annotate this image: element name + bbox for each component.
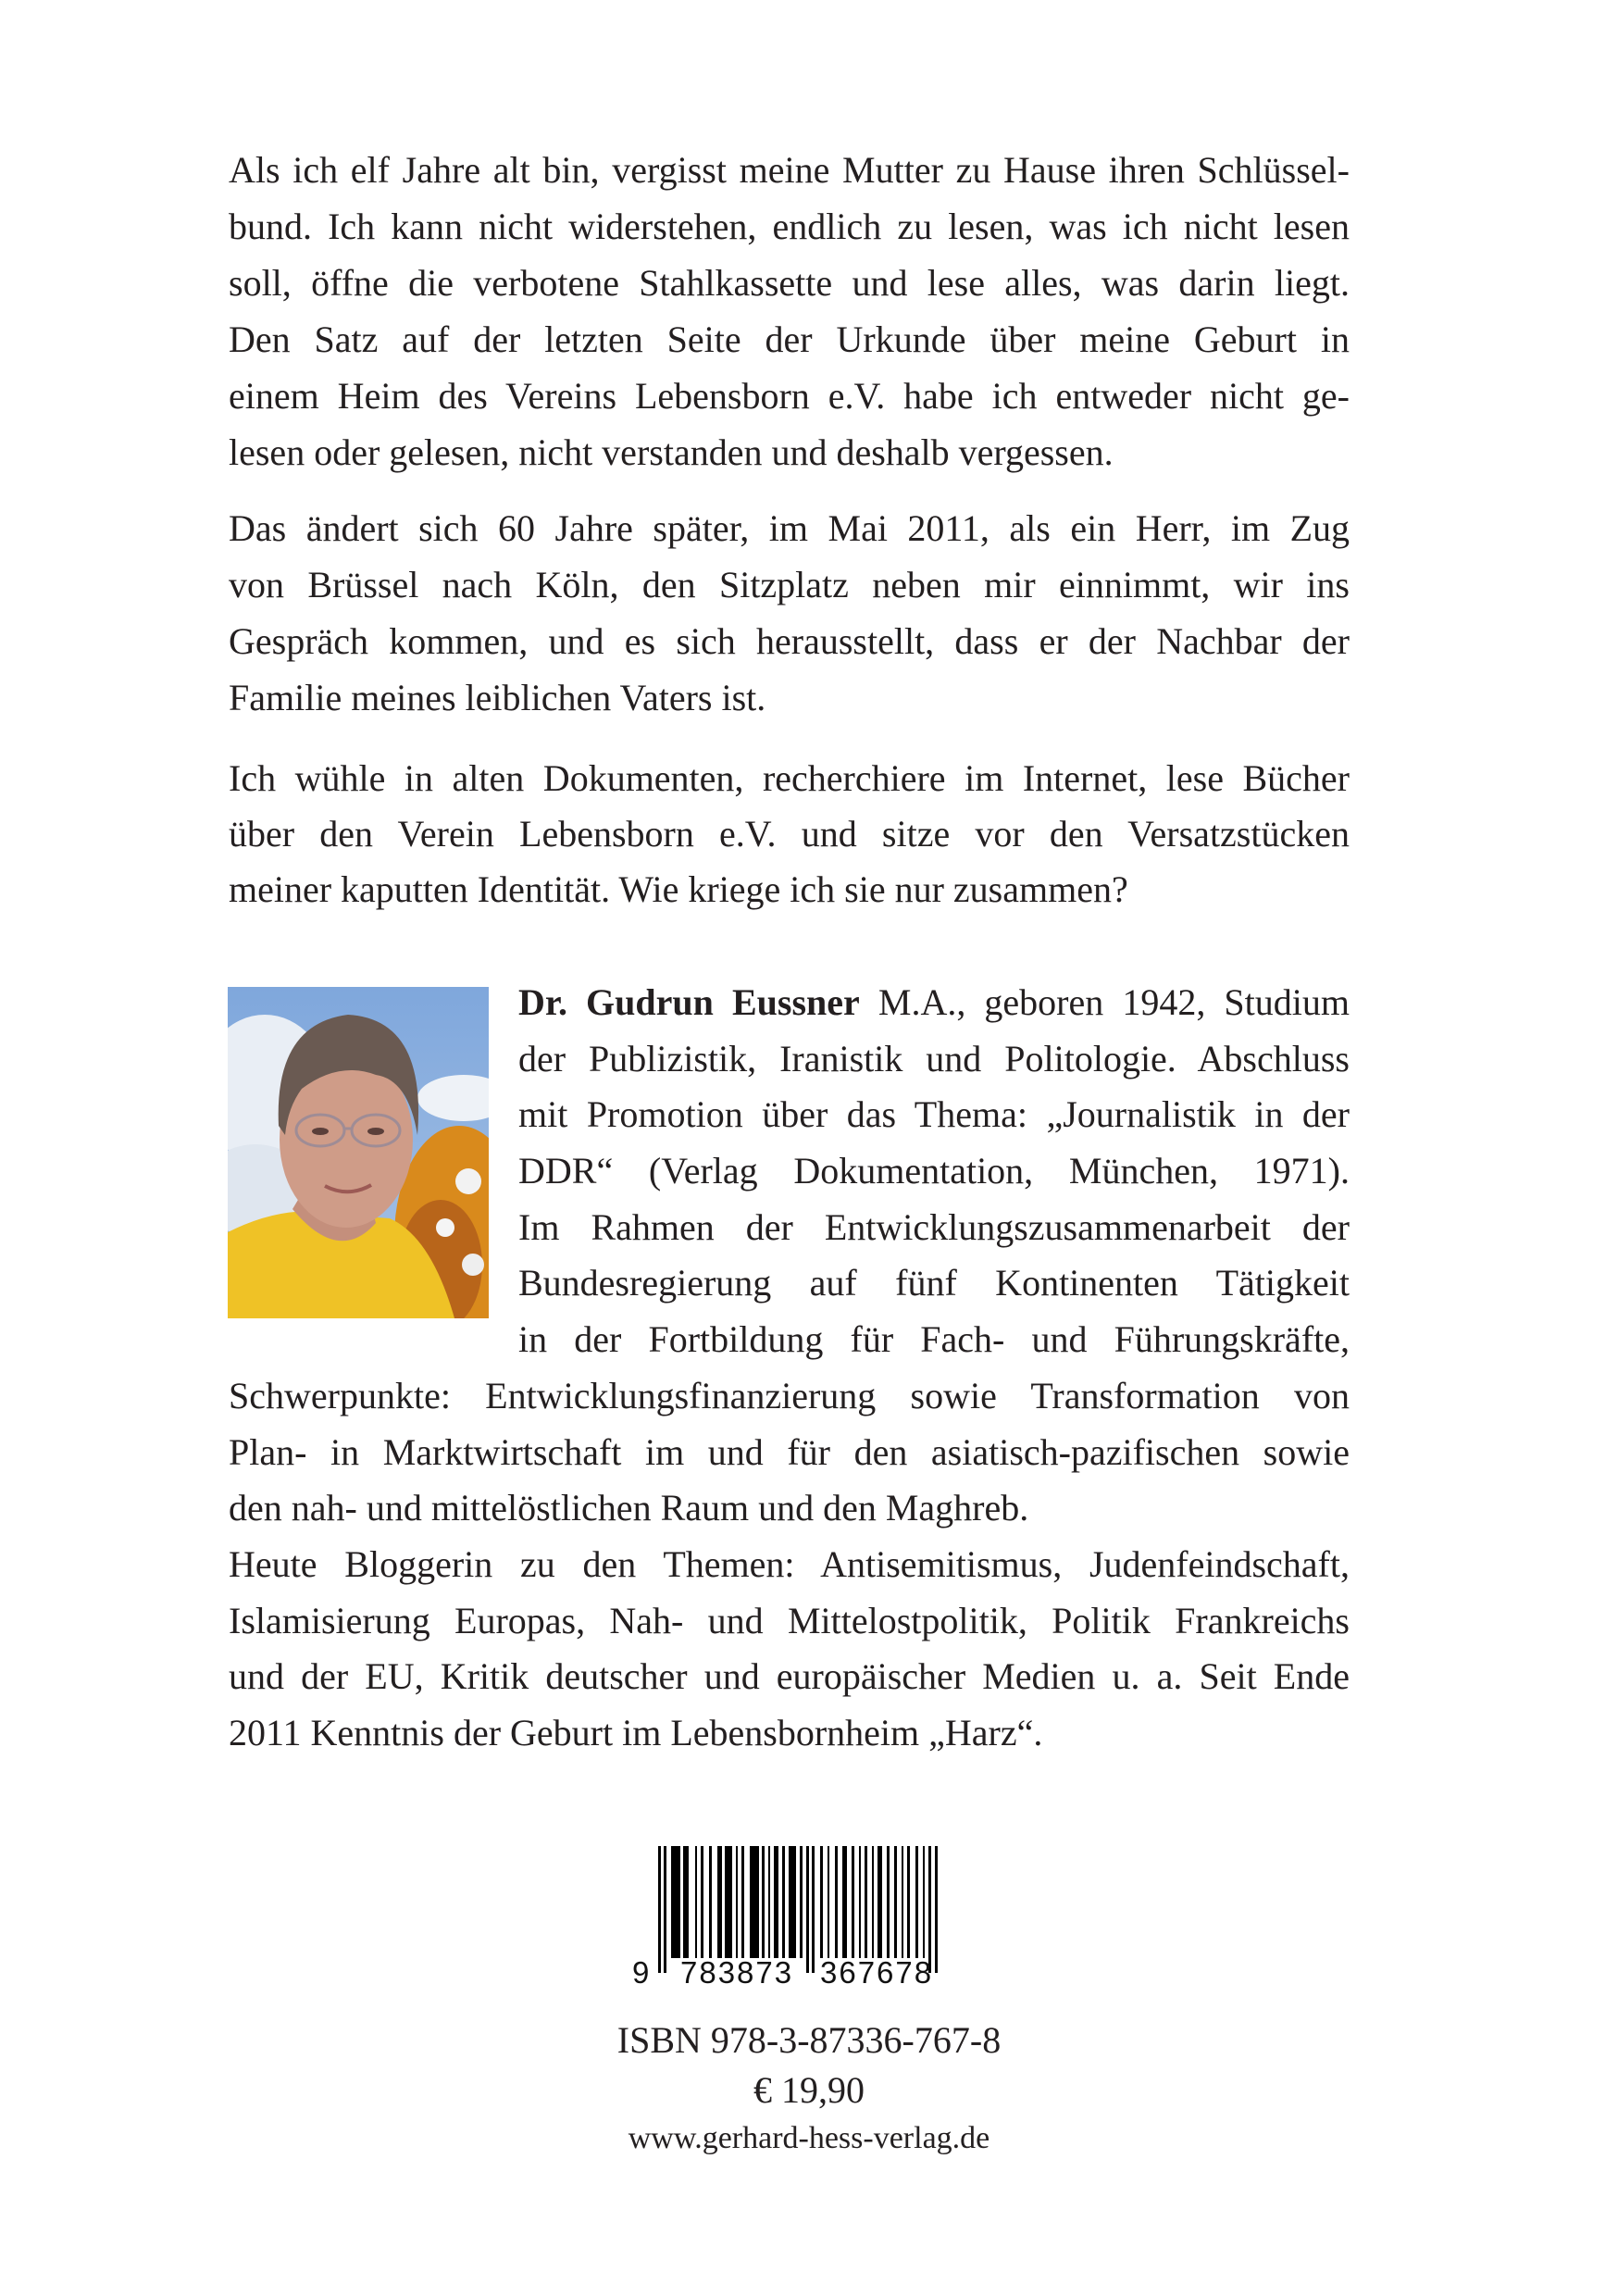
publisher-website-link[interactable]: www.gerhard-hess-verlag.de [628,2121,990,2155]
text-line: Bundesregierung auf fünf Kontinenten Tätigkeit [518,1262,1350,1304]
text-line: über den Verein Lebensborn e.V. und sitze vor den Versatzstücken [229,813,1350,855]
text-line: Gespräch kommen, und es sich herausstellt, dass er der Nachbar der [229,620,1350,662]
bio-text: M.A., geboren 1942, Studium [859,981,1350,1023]
text-line: in der Fortbildung für Fach- und Führungskräfte, [518,1318,1350,1360]
text-line: einem Heim des Vereins Lebensborn e.V. habe ich entweder nicht ge- [229,375,1350,417]
price: € 19,90 [753,2069,865,2111]
portrait-image-icon [228,987,489,1318]
text-line: mit Promotion über das Thema: „Journalistik in der [518,1093,1350,1135]
text-line: Islamisierung Europas, Nah- und Mittelostpolitik, Politik Frankreichs [229,1600,1350,1641]
text-line: soll, öffne die verbotene Stahlkassette und lese alles, was darin liegt. [229,262,1350,304]
barcode-digits-left: 783873 [680,1955,794,1990]
isbn-number: ISBN 978-3-87336-767-8 [616,2019,1002,2061]
text-line: Familie meines leiblichen Vaters ist. [229,677,766,718]
text-line: Als ich elf Jahre alt bin, vergisst meine Mutter zu Hause ihren Schlüssel- [229,149,1350,191]
text-line: lesen oder gelesen, nicht verstanden und deshalb vergessen. [229,431,1114,473]
barcode-digits-right: 367678 [820,1955,934,1990]
text-line: Heute Bloggerin zu den Themen: Antisemitismus, Judenfeindschaft, [229,1543,1350,1585]
text-line: Das ändert sich 60 Jahre später, im Mai 2011, als ein Herr, im Zug [229,507,1350,549]
barcode-digit-first: 9 [632,1955,650,1990]
author-name: Dr. Gudrun Eussner [518,981,860,1023]
text-line: bund. Ich kann nicht widerstehen, endlich zu lesen, was ich nicht lesen [229,206,1350,247]
text-line: Den Satz auf der letzten Seite der Urkunde über meine Geburt in [229,318,1350,360]
text-line: den nah- und mittelöstlichen Raum und den Maghreb. [229,1487,1029,1529]
text-line: von Brüssel nach Köln, den Sitzplatz neben mir einnimmt, wir ins [229,564,1350,605]
text-line: und der EU, Kritik deutscher und europäischer Medien u. a. Seit Ende [229,1655,1350,1697]
text-line: DDR“ (Verlag Dokumentation, München, 1971). [518,1150,1350,1192]
text-line: der Publizistik, Iranistik und Politologie. Abschluss [518,1038,1350,1079]
author-photo [228,987,489,1318]
text-line: Schwerpunkte: Entwicklungsfinanzierung sowie Transformation von [229,1375,1350,1416]
text-line: Ich wühle in alten Dokumenten, recherchiere im Internet, lese Bücher [229,757,1350,799]
bio-first-line [518,980,1350,1025]
text-line: Plan- in Marktwirtschaft im und für den asiatisch-pazifischen sowie [229,1431,1350,1473]
text-line: meiner kaputten Identität. Wie kriege ich sie nur zusammen? [229,868,1128,910]
text-line: Im Rahmen der Entwicklungszusammenarbeit der [518,1206,1350,1248]
text-line: 2011 Kenntnis der Geburt im Lebensbornheim „Harz“. [229,1712,1043,1753]
